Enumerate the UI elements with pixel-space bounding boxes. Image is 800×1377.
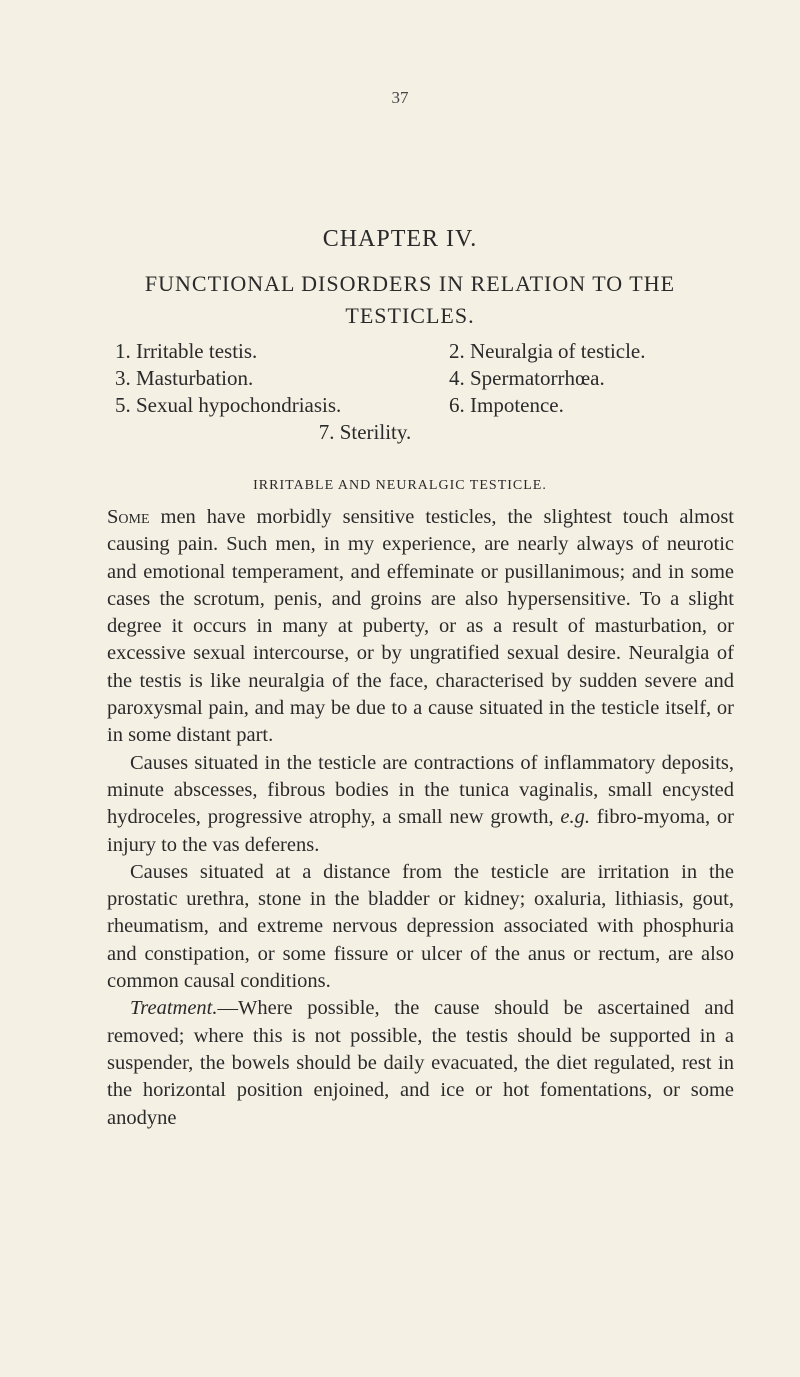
contents-item: 5. Sexual hypochondriasis.: [115, 393, 342, 417]
paragraph-text: fibro-myoma, or injury to the vas deferens.: [107, 806, 734, 856]
page-number: 37: [391, 88, 409, 107]
paragraph: [107, 995, 734, 1131]
paragraph: [107, 504, 734, 750]
paragraph-text: men have morbidly sensitive testicles, the slightest touch almost causing pain. Such men, in my experience, are nearly always of neurotic and emotional temperament, and effeminate or pusillanimous; and in some cases the scrotum, penis, and groins are also hypersensitive. To a slight degree it occurs in many at puberty, or as a result of masturbation, or excessive sexual intercourse, or by ungratified sexual desire. Neuralgia of the testis is like neuralgia of the face, characterised by sudden severe and paroxysmal pain, and may be due to a cause situated in the testicle itself, or in some distant part.: [107, 506, 734, 747]
contents-item: 7. Sterility.: [318, 420, 412, 444]
section-heading: IRRITABLE AND NEURALGIC TESTICLE.: [253, 478, 547, 493]
body-text: [107, 504, 734, 1132]
chapter-heading: CHAPTER IV.: [322, 226, 478, 252]
contents-item: 4. Spermatorrhœa.: [449, 366, 605, 390]
paragraph: [107, 750, 734, 859]
chapter-contents-list: [115, 338, 735, 446]
chapter-title: FUNCTIONAL DISORDERS IN RELATION TO THE TESTICLES.: [144, 271, 676, 328]
italic-abbreviation: e.g.: [560, 806, 590, 829]
paragraph-text: —Where possible, the cause should be ascertained and removed; where this is not possible, the testis should be supported in a suspender, the bowels should be daily evacuated, the diet regulated, rest in the horizontal position enjoined, and ice or hot fomentations, or some anodyne: [107, 997, 734, 1129]
paragraph-text: Causes situated at a distance from the testicle are irritation in the prostatic urethra, stone in the bladder or kidney; oxaluria, lithiasis, gout, rheumatism, and extreme nervous depression associated with phosphuria and constipation, or some fissure or ulcer of the anus or rectum, are also common causal conditions.: [107, 860, 734, 993]
contents-item: 3. Masturbation.: [115, 366, 254, 390]
paragraph: [107, 859, 734, 995]
treatment-label: Treatment.: [130, 997, 218, 1020]
contents-row: [115, 338, 735, 365]
contents-item: 2. Neuralgia of testicle.: [449, 339, 646, 363]
contents-row: [115, 392, 735, 419]
contents-item: 1. Irritable testis.: [115, 339, 258, 363]
paragraph-lead-word: Some: [107, 506, 150, 528]
contents-item: 6. Impotence.: [449, 393, 564, 417]
paragraph-text: Causes situated in the testicle are contractions of inflammatory deposits, minute abscesses, fibrous bodies in the tunica vaginalis, small encysted hydroceles, progressive atrophy, a small new growth,: [107, 751, 734, 829]
contents-row: [115, 419, 735, 446]
contents-row: [115, 365, 735, 392]
